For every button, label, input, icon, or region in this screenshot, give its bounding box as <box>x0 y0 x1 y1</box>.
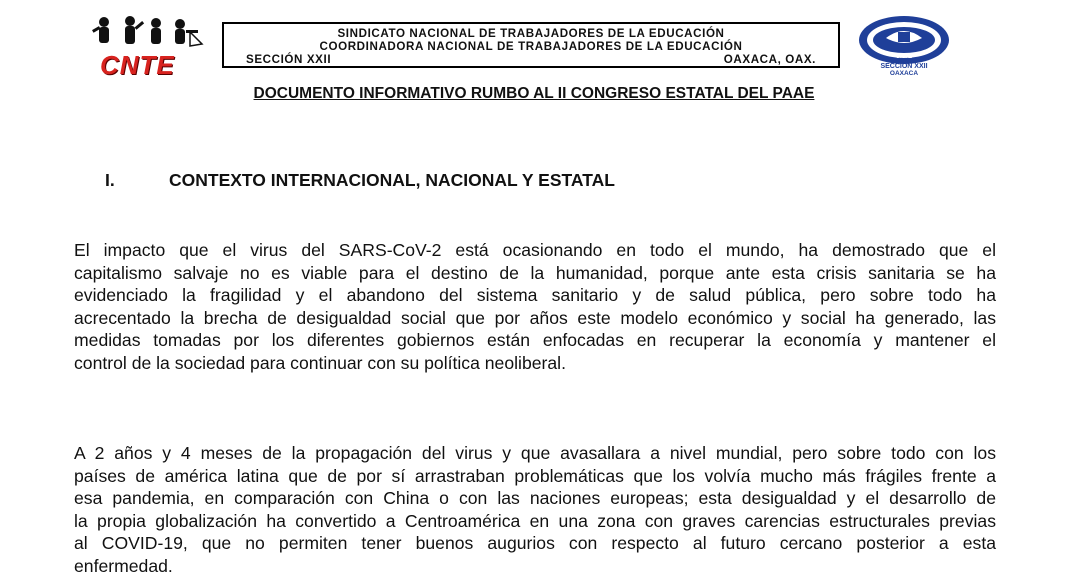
paragraph-line: la propia globalización ha convertido a Centroamérica en una zona con graves carencias estructurales previas <box>74 510 996 531</box>
location-label: OAXACA, OAX. <box>723 53 816 66</box>
paragraph-line: El impacto que el virus del SARS-CoV-2 está ocasionando en todo el mundo, ha demostrado que el <box>74 240 996 260</box>
section-label: SECCIÓN XXII <box>246 53 332 66</box>
paragraph-line: acrecentado la brecha de desigualdad social que por años este modelo económico y social ha generado, las <box>74 307 996 328</box>
section-title: CONTEXTO INTERNACIONAL, NACIONAL Y ESTATAL <box>169 170 615 190</box>
cnte-logo <box>80 14 212 80</box>
seal-caption-snte: SNTE <box>895 54 913 60</box>
paragraph-line: medidas tomadas por los diferentes gobiernos están enfocadas en recuperar la economía y mantener el <box>74 330 996 351</box>
union-name: SINDICATO NACIONAL DE TRABAJADORES DE LA EDUCACIÓN <box>337 27 725 40</box>
seal-caption-city: OAXACA <box>889 70 919 76</box>
section-number: I. <box>105 170 115 190</box>
cnte-figures-icon <box>90 14 205 54</box>
seal-caption-section: SECCION XXII <box>880 63 928 70</box>
snte-seal-icon <box>854 14 954 76</box>
header-box <box>222 22 840 68</box>
cnte-logo-text: CNTE <box>100 50 175 80</box>
paragraph-2 <box>74 442 996 578</box>
coordinator-name: COORDINADORA NACIONAL DE TRABAJADORES DE LA EDUCACIÓN <box>319 40 743 53</box>
paragraph-line: enfermedad. <box>74 555 173 576</box>
paragraph-line: países de américa latina que de por sí arrastraban problemáticas que los volvía mucho más frágiles frente a <box>74 465 996 486</box>
paragraph-line: A 2 años y 4 meses de la propagación del virus y que avasallara a nivel mundial, pero sobre todo con los <box>74 443 996 463</box>
paragraph-1 <box>74 239 996 375</box>
paragraph-line: control de la sociedad para continuar con su política neoliberal. <box>74 352 566 373</box>
section-heading <box>105 170 615 191</box>
paragraph-line: evidenciado la fragilidad y el abandono del sistema sanitario y de salud pública, pero sobre todo ha <box>74 285 996 306</box>
paragraph-line: capitalismo salvaje no es viable para el destino de la humanidad, porque ante esta crisis sanitaria se ha <box>74 262 996 283</box>
paragraph-line: esa pandemia, en comparación con China o con las naciones europeas; esta desigualdad y el desarrollo de <box>74 488 996 509</box>
paragraph-line: al COVID-19, que no permiten tener buenos augurios con respecto al futuro cercano posterior a esta <box>74 533 996 554</box>
document-title: DOCUMENTO INFORMATIVO RUMBO AL II CONGRESO ESTATAL DEL PAAE <box>253 85 815 102</box>
